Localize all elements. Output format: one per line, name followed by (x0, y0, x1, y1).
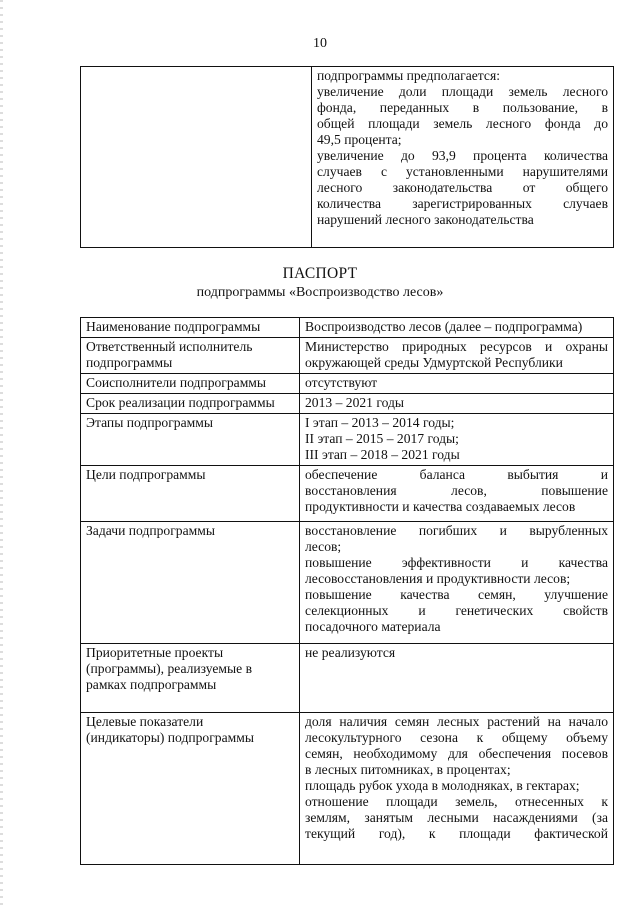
passport-row (81, 414, 614, 466)
passport-value-line: лесокультурного сезона к общему объему (305, 730, 608, 745)
passport-label-cell (81, 318, 300, 338)
continuation-row (81, 67, 614, 248)
continuation-text-line: количества зарегистрированных случаев (317, 196, 608, 211)
passport-label-line: Наименование подпрограммы (86, 319, 261, 334)
passport-subtitle: подпрограммы «Воспроизводство лесов» (196, 285, 444, 300)
passport-label-line: рамках подпрограммы (86, 677, 217, 692)
passport-value-cell (300, 713, 614, 865)
passport-title: ПАСПОРТ (282, 265, 358, 282)
passport-row (81, 318, 614, 338)
passport-label-line: подпрограммы (86, 355, 173, 370)
passport-row (81, 644, 614, 713)
passport-value-line: лесовосстановления и продуктивности лесов; (305, 571, 571, 586)
continuation-text-line: увеличение до 93,9 процента количества (317, 148, 608, 163)
passport-row (81, 338, 614, 374)
passport-label-line: Цели подпрограммы (86, 467, 206, 482)
continuation-text-line: общей площади земель лесного фонда до (317, 116, 608, 131)
scan-edge-marks (0, 0, 3, 905)
continuation-text-line: подпрограммы предполагается: (317, 68, 500, 83)
passport-value-line: III этап – 2018 – 2021 годы (305, 447, 460, 462)
passport-value-line: отсутствуют (305, 375, 378, 390)
passport-value-line: семян, необходимому для обеспечения посевов (305, 746, 608, 761)
passport-value-line: продуктивности и качества создаваемых лесов (305, 499, 576, 514)
passport-row (81, 522, 614, 644)
passport-value-line: обеспечение баланса выбытия и (305, 467, 608, 482)
continuation-text-line: нарушений лесного законодательства (317, 212, 534, 227)
passport-value-cell (300, 466, 614, 522)
passport-table (80, 317, 614, 865)
passport-value-line: Министерство природных ресурсов и охраны (305, 339, 608, 354)
passport-label-cell (81, 414, 300, 466)
passport-row (81, 466, 614, 522)
passport-value-cell (300, 414, 614, 466)
passport-row (81, 713, 614, 865)
passport-label-cell (81, 713, 300, 865)
passport-value-line: селекционных и генетических свойств (305, 603, 608, 618)
continuation-text-line: фонда, переданных в пользование, в (317, 100, 608, 115)
continuation-text-line: случаев с установленными нарушителями (317, 164, 608, 179)
passport-label-cell (81, 644, 300, 713)
passport-value-line: восстановления лесов, повышение (305, 483, 608, 498)
passport-value-cell (300, 318, 614, 338)
continuation-text-line: увеличение доли площади земель лесного (317, 84, 608, 99)
passport-value-cell (300, 644, 614, 713)
passport-label-cell (81, 374, 300, 394)
passport-value-line: посадочного материала (305, 619, 441, 634)
passport-value-line: лесов; (305, 539, 342, 554)
passport-label-line: Приоритетные проекты (86, 645, 224, 660)
passport-label-cell (81, 522, 300, 644)
passport-value-line: повышение качества семян, улучшение (305, 587, 608, 602)
passport-row (81, 394, 614, 414)
passport-value-line: площадь рубок ухода в молодняках, в гектарах; (305, 778, 580, 793)
passport-label-cell (81, 338, 300, 374)
passport-row (81, 374, 614, 394)
passport-value-line: Воспроизводство лесов (далее – подпрограмма) (305, 319, 583, 334)
passport-value-line: I этап – 2013 – 2014 годы; (305, 415, 455, 430)
passport-value-line: окружающей среды Удмуртской Республики (305, 355, 563, 370)
passport-label-cell (81, 466, 300, 522)
continuation-label-cell (81, 67, 312, 248)
passport-value-line: текущий год), к площади фактической (305, 826, 608, 841)
passport-value-line: восстановление погибших и вырубленных (305, 523, 608, 538)
passport-value-line: повышение эффективности и качества (305, 555, 608, 570)
passport-label-line: Ответственный исполнитель (86, 339, 253, 354)
passport-value-line: не реализуются (305, 645, 396, 660)
passport-value-line: в лесных питомниках, в процентах; (305, 762, 511, 777)
passport-label-line: (индикаторы) подпрограммы (86, 730, 254, 745)
passport-value-line: 2013 – 2021 годы (305, 395, 405, 410)
passport-value-line: II этап – 2015 – 2017 годы; (305, 431, 459, 446)
passport-value-line: землям, занятым лесными насаждениями (за (305, 810, 608, 825)
passport-label-cell (81, 394, 300, 414)
passport-label-line: (программы), реализуемые в (86, 661, 252, 676)
passport-value-cell (300, 338, 614, 374)
passport-label-line: Срок реализации подпрограммы (86, 395, 275, 410)
passport-value-cell (300, 522, 614, 644)
continuation-value-cell (312, 67, 614, 248)
passport-label-line: Соисполнители подпрограммы (86, 375, 267, 390)
passport-label-line: Целевые показатели (86, 714, 204, 729)
passport-value-cell (300, 374, 614, 394)
passport-value-cell (300, 394, 614, 414)
continuation-text-line: 49,5 процента; (317, 132, 402, 147)
passport-value-line: доля наличия семян лесных растений на начало (305, 714, 608, 729)
continuation-table (80, 66, 614, 248)
page-number: 10 (313, 36, 327, 51)
passport-label-line: Задачи подпрограммы (86, 523, 215, 538)
continuation-text-line: лесного законодательства от общего (317, 180, 608, 195)
passport-value-line: отношение площади земель, отнесенных к (305, 794, 608, 809)
passport-label-line: Этапы подпрограммы (86, 415, 213, 430)
